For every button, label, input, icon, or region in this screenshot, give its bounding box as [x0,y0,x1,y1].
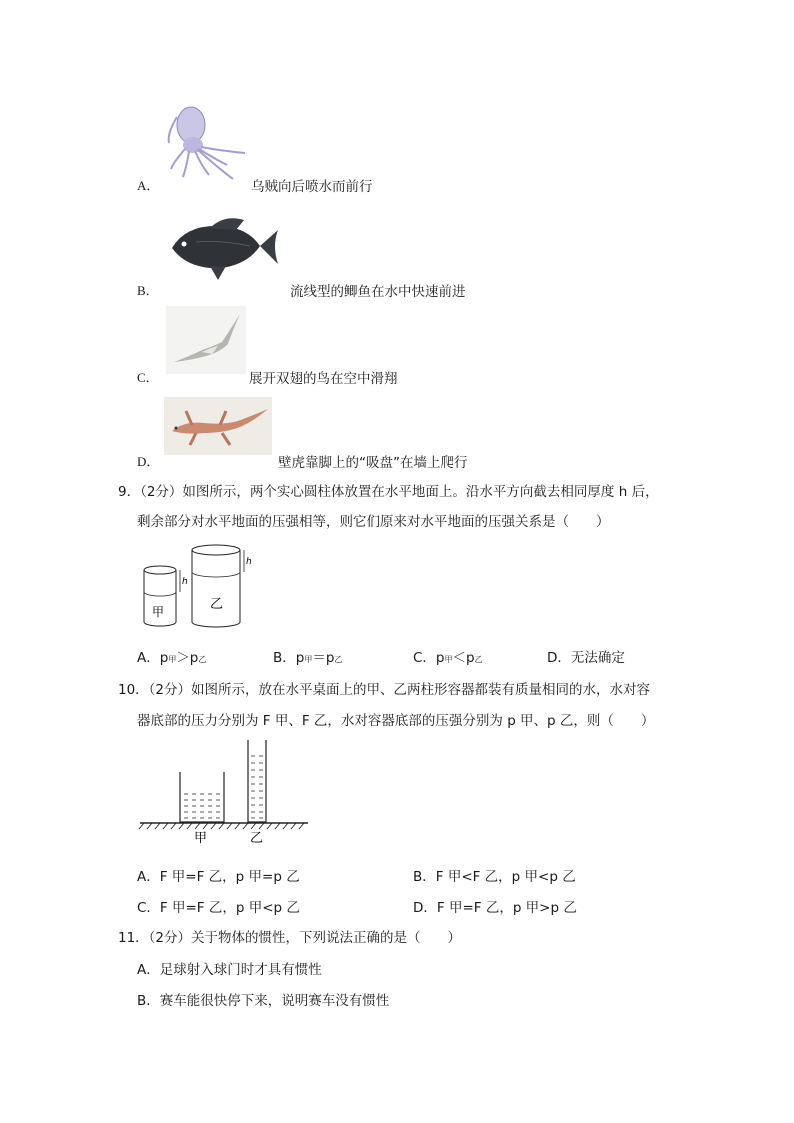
figure-label-right: 乙 [250,831,264,844]
bird-image [166,306,246,374]
option-text: 壁虎靠脚上的“吸盘”在墙上爬行 [278,455,468,471]
h-label: h [182,577,188,587]
gecko-image [164,397,272,455]
squid-image [163,103,249,183]
option-letter: B． [137,283,159,298]
option-text: 乌贼向后喷水而前行 [251,179,373,195]
question-stem-line: 10．（2分）如图所示，放在水平桌面上的甲、乙两柱形容器都装有质量相同的水，水对容 [118,682,651,698]
figure-label-left: 甲 [152,605,165,619]
question-stem-line: 器底部的压力分别为 F 甲、F 乙，水对容器底部的压强分别为 p 甲、p 乙，则（ ） [137,713,655,729]
q10-option-c: C．F 甲=F 乙，p 甲<p 乙 [137,900,300,916]
option-letter: A． [137,178,160,193]
option-text: 展开双翅的鸟在空中滑翔 [249,371,398,387]
q9-option-b: B．p甲＝p乙 [273,650,343,666]
q10-option-b: B．F 甲<F 乙，p 甲<p 乙 [413,869,576,885]
cylinders-figure [140,540,260,632]
option-letter: C． [137,370,159,385]
option-text: 流线型的鲫鱼在水中快速前进 [290,284,466,300]
q11-option-a: A．足球射入球门时才具有惯性 [137,962,322,978]
h-label: h [246,557,252,567]
containers-figure [138,738,312,844]
q11-option-b: B．赛车能很快停下来，说明赛车没有惯性 [137,993,390,1009]
q9-option-a: A．p甲＞p乙 [137,650,207,666]
question-stem-line: 剩余部分对水平地面的压强相等，则它们原来对水平地面的压强关系是（ ） [137,514,610,530]
q10-option-a: A．F 甲=F 乙，p 甲=p 乙 [137,869,300,885]
q9-option-d: D．无法确定 [547,650,625,666]
figure-label-left: 甲 [194,831,208,844]
option-letter: D． [137,454,160,469]
q9-option-c: C．p甲＜p乙 [413,650,483,666]
question-stem-line: 11．（2分）关于物体的惯性，下列说法正确的是（ ） [118,930,462,946]
question-stem-line: 9．（2分）如图所示，两个实心圆柱体放置在水平地面上。沿水平方向截去相同厚度 h 后， [118,484,659,500]
q10-option-d: D．F 甲=F 乙，p 甲>p 乙 [413,900,577,916]
figure-label-right: 乙 [210,597,224,612]
fish-image [166,212,282,286]
